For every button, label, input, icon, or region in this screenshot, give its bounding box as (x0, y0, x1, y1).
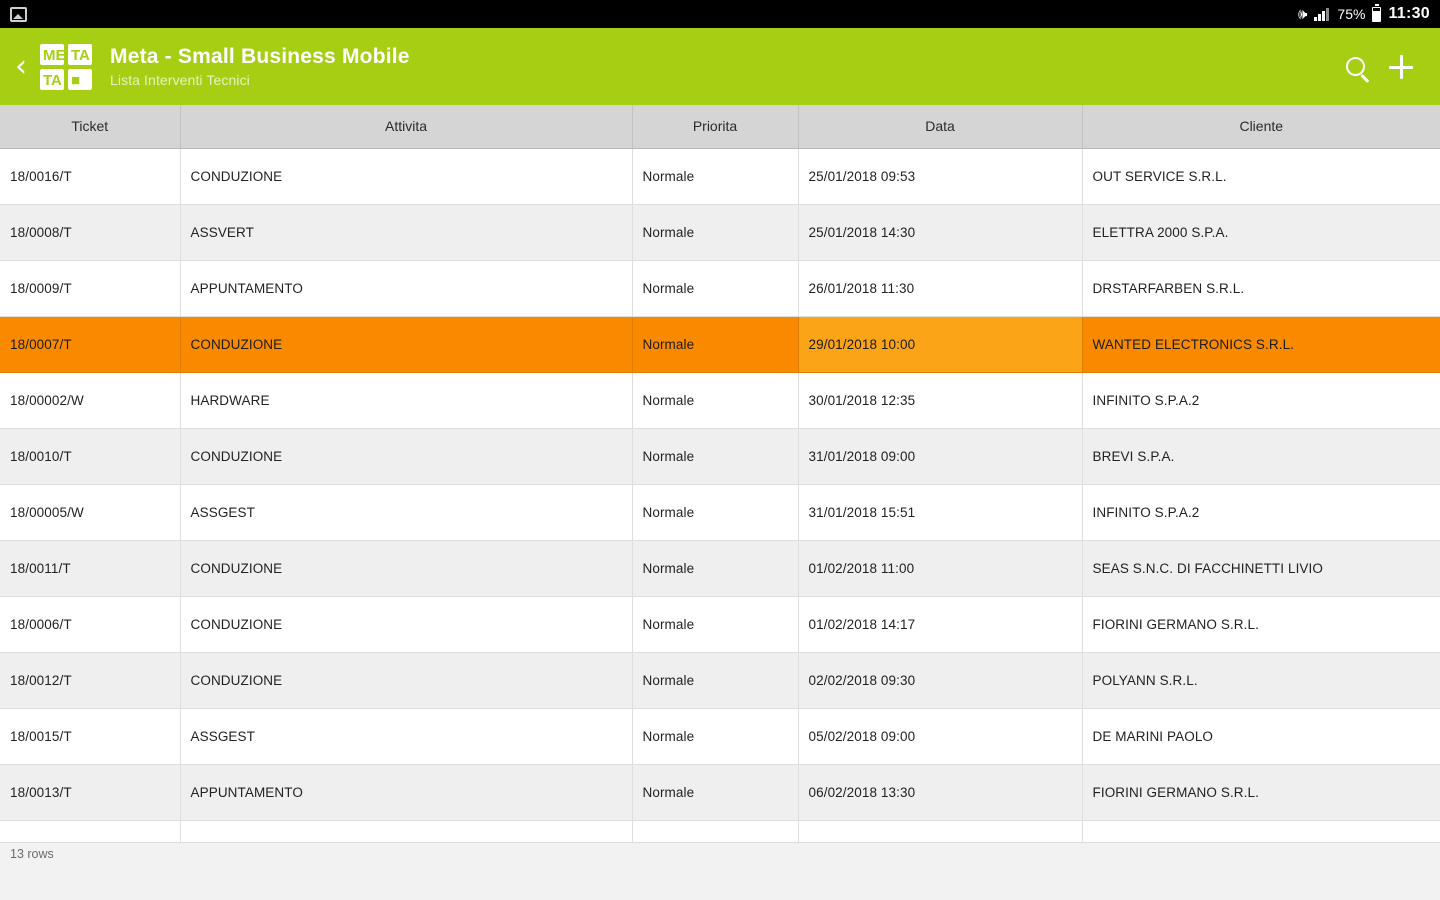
cell-priorita: Normale (632, 484, 798, 540)
cell-attivita: CONDUZIONE (180, 540, 632, 596)
interventions-table-container[interactable] (0, 105, 1440, 842)
svg-text:■: ■ (71, 71, 81, 89)
cell-ticket: 18/0016/T (0, 148, 180, 204)
table-row[interactable] (0, 148, 1440, 204)
signal-icon (1314, 8, 1330, 21)
table-row[interactable] (0, 708, 1440, 764)
cell-data: 25/01/2018 09:53 (798, 148, 1082, 204)
cell-cliente: INFINITO S.P.A.2 (1082, 484, 1440, 540)
cell-ticket: 18/0010/T (0, 428, 180, 484)
page-subtitle: Lista Interventi Tecnici (110, 72, 250, 88)
table-row[interactable] (0, 260, 1440, 316)
table-row[interactable] (0, 652, 1440, 708)
interventions-table (0, 105, 1440, 842)
cell-ticket: 18/0009/T (0, 260, 180, 316)
cell-attivita: HARDWARE (180, 372, 632, 428)
cell-cliente: FIORINI GERMANO S.R.L. (1082, 764, 1440, 820)
app-bar-titles (110, 45, 410, 88)
cell-data: 31/01/2018 15:51 (798, 484, 1082, 540)
table-row[interactable] (0, 428, 1440, 484)
table-row[interactable] (0, 372, 1440, 428)
cell-ticket: 18/0012/T (0, 652, 180, 708)
cell-data: 02/02/2018 09:30 (798, 652, 1082, 708)
cell-priorita: Normale (632, 540, 798, 596)
cell-attivita: CONDUZIONE (180, 148, 632, 204)
cell-priorita: Normale (632, 428, 798, 484)
cell-attivita (180, 820, 632, 842)
cell-cliente: POLYANN S.R.L. (1082, 652, 1440, 708)
cell-priorita: Normale (632, 764, 798, 820)
cell-attivita: CONDUZIONE (180, 316, 632, 372)
cell-attivita: CONDUZIONE (180, 428, 632, 484)
battery-icon (1372, 7, 1381, 22)
page-title: Meta - Small Business Mobile (110, 45, 410, 68)
status-bar-left (10, 7, 27, 22)
cell-ticket: 18/0007/T (0, 316, 180, 372)
column-header-cliente[interactable]: Cliente (1082, 105, 1440, 148)
row-count-label: 13 rows (10, 847, 54, 861)
cell-ticket: 18/0015/T (0, 708, 180, 764)
table-row[interactable] (0, 820, 1440, 842)
cell-data: 31/01/2018 09:00 (798, 428, 1082, 484)
svg-text:TA: TA (43, 71, 62, 89)
cell-data: 29/01/2018 10:00 (798, 316, 1082, 372)
table-row[interactable] (0, 596, 1440, 652)
cell-priorita: Normale (632, 260, 798, 316)
cell-data: 06/02/2018 13:30 (798, 764, 1082, 820)
cell-ticket (0, 820, 180, 842)
status-bar (0, 0, 1440, 28)
cell-attivita: ASSGEST (180, 708, 632, 764)
cell-cliente: SEAS S.N.C. DI FACCHINETTI LIVIO (1082, 540, 1440, 596)
table-header (0, 105, 1440, 148)
plus-icon (1389, 55, 1413, 79)
app-bar (0, 28, 1440, 105)
table-row[interactable] (0, 204, 1440, 260)
svg-text:TA: TA (71, 46, 90, 64)
cell-attivita: CONDUZIONE (180, 652, 632, 708)
cell-data: 30/01/2018 12:35 (798, 372, 1082, 428)
cell-cliente: WANTED ELECTRONICS S.R.L. (1082, 316, 1440, 372)
cell-priorita: Normale (632, 148, 798, 204)
cell-data: 26/01/2018 11:30 (798, 260, 1082, 316)
cell-data: 01/02/2018 14:17 (798, 596, 1082, 652)
cell-ticket: 18/00002/W (0, 372, 180, 428)
cell-priorita (632, 820, 798, 842)
cell-attivita: ASSGEST (180, 484, 632, 540)
cell-priorita: Normale (632, 204, 798, 260)
cell-priorita: Normale (632, 652, 798, 708)
cell-priorita: Normale (632, 708, 798, 764)
column-header-attivita[interactable]: Attivita (180, 105, 632, 148)
cell-attivita: ASSVERT (180, 204, 632, 260)
table-row[interactable] (0, 484, 1440, 540)
cell-attivita: APPUNTAMENTO (180, 764, 632, 820)
table-row[interactable] (0, 316, 1440, 372)
cell-data: 01/02/2018 11:00 (798, 540, 1082, 596)
meta-logo (38, 39, 94, 95)
table-body (0, 148, 1440, 842)
svg-text:ME: ME (43, 46, 66, 64)
cell-priorita: Normale (632, 372, 798, 428)
status-bar-right (1298, 5, 1430, 23)
cell-data (798, 820, 1082, 842)
cell-priorita: Normale (632, 316, 798, 372)
cell-cliente: DRSTARFARBEN S.R.L. (1082, 260, 1440, 316)
add-button[interactable] (1378, 44, 1424, 90)
cell-cliente: BREVI S.P.A. (1082, 428, 1440, 484)
cell-ticket: 18/00005/W (0, 484, 180, 540)
table-footer (0, 842, 1440, 900)
cell-cliente: DE MARINI PAOLO (1082, 708, 1440, 764)
cell-ticket: 18/0013/T (0, 764, 180, 820)
cell-ticket: 18/0011/T (0, 540, 180, 596)
cell-cliente: ELETTRA 2000 S.P.A. (1082, 204, 1440, 260)
cell-data: 05/02/2018 09:00 (798, 708, 1082, 764)
table-header-row (0, 105, 1440, 148)
cell-cliente (1082, 820, 1440, 842)
cell-cliente: INFINITO S.P.A.2 (1082, 372, 1440, 428)
cell-cliente: OUT SERVICE S.R.L. (1082, 148, 1440, 204)
cell-data: 25/01/2018 14:30 (798, 204, 1082, 260)
image-icon (10, 7, 27, 22)
column-header-data[interactable]: Data (798, 105, 1082, 148)
column-header-priorita[interactable]: Priorita (632, 105, 798, 148)
cell-ticket: 18/0006/T (0, 596, 180, 652)
cell-priorita: Normale (632, 596, 798, 652)
battery-percent-label: 75% (1337, 6, 1366, 22)
cell-attivita: CONDUZIONE (180, 596, 632, 652)
cell-attivita: APPUNTAMENTO (180, 260, 632, 316)
cell-cliente: FIORINI GERMANO S.R.L. (1082, 596, 1440, 652)
back-chevron-icon[interactable]: ‹ (15, 48, 27, 84)
column-header-ticket[interactable]: Ticket (0, 105, 180, 148)
search-button[interactable] (1332, 44, 1378, 90)
table-row[interactable] (0, 540, 1440, 596)
volume-icon: 🕪 (1297, 5, 1308, 23)
table-row[interactable] (0, 764, 1440, 820)
clock-label: 11:30 (1388, 5, 1430, 22)
search-icon (1346, 57, 1365, 76)
cell-ticket: 18/0008/T (0, 204, 180, 260)
